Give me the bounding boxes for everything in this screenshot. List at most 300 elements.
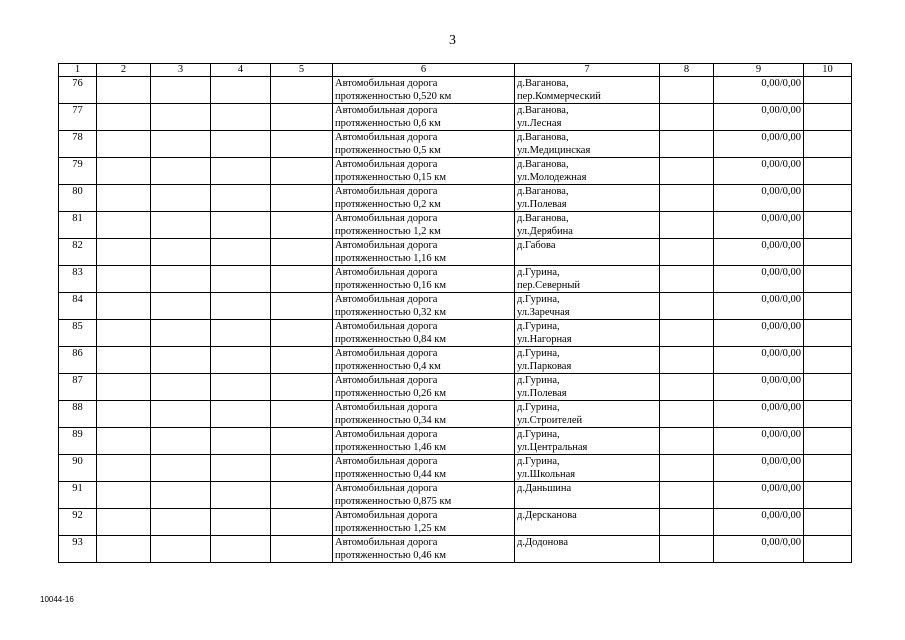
empty-cell [211, 104, 271, 131]
empty-cell [660, 293, 714, 320]
description-text: протяженностью 0,875 км [335, 496, 452, 507]
description-cell [333, 482, 515, 509]
description-text: протяженностью 0,34 км [335, 415, 447, 426]
row-number-text: 80 [72, 186, 83, 197]
empty-cell [271, 266, 333, 293]
description-text: протяженностью 0,84 км [335, 334, 447, 345]
value-text: 0,00/0,00 [761, 267, 801, 278]
empty-cell [97, 401, 151, 428]
value-cell [714, 158, 804, 185]
location-cell [515, 455, 660, 482]
empty-cell [97, 104, 151, 131]
row-number-text: 86 [72, 348, 83, 359]
empty-cell [804, 266, 852, 293]
location-cell [515, 536, 660, 563]
description-text: протяженностью 0,46 км [335, 550, 447, 561]
location-cell [515, 77, 660, 104]
value-text: 0,00/0,00 [761, 510, 801, 521]
row-number-cell [59, 536, 97, 563]
value-cell [714, 320, 804, 347]
row-number-text: 82 [72, 240, 83, 251]
description-text: Автомобильная дорога [335, 294, 438, 305]
empty-cell [151, 347, 211, 374]
description-text: Автомобильная дорога [335, 159, 438, 170]
row-number-cell [59, 131, 97, 158]
table-row [59, 104, 852, 131]
empty-cell [211, 374, 271, 401]
empty-cell [211, 320, 271, 347]
empty-cell [660, 185, 714, 212]
location-cell [515, 374, 660, 401]
value-text: 0,00/0,00 [761, 402, 801, 413]
value-text: 0,00/0,00 [761, 78, 801, 89]
value-text: 0,00/0,00 [761, 186, 801, 197]
empty-cell [97, 374, 151, 401]
row-number-cell [59, 455, 97, 482]
table-row [59, 77, 852, 104]
empty-cell [660, 158, 714, 185]
empty-cell [804, 509, 852, 536]
empty-cell [211, 455, 271, 482]
empty-cell [151, 374, 211, 401]
empty-cell [804, 536, 852, 563]
location-text: д.Гурина, [517, 375, 560, 386]
empty-cell [211, 77, 271, 104]
document-code: 10044-16 [40, 595, 74, 604]
table-row [59, 212, 852, 239]
location-text: д.Ваганова, [517, 105, 569, 116]
empty-cell [271, 347, 333, 374]
column-header: 9 [714, 64, 804, 77]
column-header: 4 [211, 64, 271, 77]
location-text: ул.Нагорная [517, 334, 572, 345]
column-header: 1 [59, 64, 97, 77]
value-text: 0,00/0,00 [761, 348, 801, 359]
location-text: д.Гурина, [517, 321, 560, 332]
empty-cell [151, 185, 211, 212]
location-text: д.Гурина, [517, 456, 560, 467]
empty-cell [97, 320, 151, 347]
table-row [59, 482, 852, 509]
value-text: 0,00/0,00 [761, 132, 801, 143]
location-cell [515, 239, 660, 266]
description-text: Автомобильная дорога [335, 375, 438, 386]
value-cell [714, 104, 804, 131]
empty-cell [97, 293, 151, 320]
location-text: д.Гурина, [517, 294, 560, 305]
value-text: 0,00/0,00 [761, 294, 801, 305]
description-text: протяженностью 1,25 км [335, 523, 447, 534]
value-cell [714, 131, 804, 158]
description-text: протяженностью 0,6 км [335, 118, 441, 129]
location-text: д.Гурина, [517, 402, 560, 413]
column-header: 5 [271, 64, 333, 77]
row-number-text: 90 [72, 456, 83, 467]
row-number-text: 78 [72, 132, 83, 143]
row-number-cell [59, 158, 97, 185]
location-cell [515, 320, 660, 347]
empty-cell [660, 509, 714, 536]
location-text: д.Ваганова, [517, 132, 569, 143]
description-text: протяженностью 0,44 км [335, 469, 447, 480]
row-number-text: 93 [72, 537, 83, 548]
empty-cell [97, 536, 151, 563]
description-text: Автомобильная дорога [335, 132, 438, 143]
table-row [59, 428, 852, 455]
description-cell [333, 401, 515, 428]
row-number-cell [59, 320, 97, 347]
description-text: Автомобильная дорога [335, 537, 438, 548]
empty-cell [804, 212, 852, 239]
empty-cell [271, 455, 333, 482]
empty-cell [151, 239, 211, 266]
empty-cell [211, 239, 271, 266]
description-text: протяженностью 0,2 км [335, 199, 441, 210]
empty-cell [151, 158, 211, 185]
row-number-cell [59, 482, 97, 509]
empty-cell [97, 482, 151, 509]
row-number-text: 83 [72, 267, 83, 278]
location-cell [515, 428, 660, 455]
description-text: Автомобильная дорога [335, 402, 438, 413]
empty-cell [271, 428, 333, 455]
table-row [59, 185, 852, 212]
description-text: протяженностью 0,26 км [335, 388, 447, 399]
value-cell [714, 293, 804, 320]
row-number-cell [59, 212, 97, 239]
description-text: Автомобильная дорога [335, 240, 438, 251]
row-number-text: 92 [72, 510, 83, 521]
description-text: Автомобильная дорога [335, 78, 438, 89]
description-cell [333, 428, 515, 455]
value-cell [714, 482, 804, 509]
empty-cell [804, 239, 852, 266]
empty-cell [804, 185, 852, 212]
row-number-cell [59, 374, 97, 401]
empty-cell [271, 320, 333, 347]
description-cell [333, 131, 515, 158]
description-text: Автомобильная дорога [335, 186, 438, 197]
location-cell [515, 509, 660, 536]
description-cell [333, 266, 515, 293]
empty-cell [151, 266, 211, 293]
table-row [59, 320, 852, 347]
empty-cell [660, 320, 714, 347]
empty-cell [271, 536, 333, 563]
location-text: д.Додонова [517, 537, 569, 548]
row-number-cell [59, 104, 97, 131]
row-number-text: 76 [72, 78, 83, 89]
empty-cell [151, 455, 211, 482]
empty-cell [151, 293, 211, 320]
empty-cell [211, 158, 271, 185]
description-cell [333, 77, 515, 104]
row-number-cell [59, 77, 97, 104]
empty-cell [804, 347, 852, 374]
value-cell [714, 455, 804, 482]
description-text: Автомобильная дорога [335, 456, 438, 467]
description-text: протяженностью 0,16 км [335, 280, 447, 291]
empty-cell [211, 482, 271, 509]
description-text: протяженностью 0,32 км [335, 307, 447, 318]
row-number-text: 88 [72, 402, 83, 413]
location-text: ул.Молодежная [517, 172, 587, 183]
description-text: Автомобильная дорога [335, 483, 438, 494]
empty-cell [151, 428, 211, 455]
description-cell [333, 293, 515, 320]
empty-cell [151, 536, 211, 563]
value-cell [714, 509, 804, 536]
location-text: ул.Парковая [517, 361, 572, 372]
empty-cell [804, 104, 852, 131]
description-text: Автомобильная дорога [335, 429, 438, 440]
row-number-text: 79 [72, 159, 83, 170]
table-row [59, 347, 852, 374]
empty-cell [660, 455, 714, 482]
empty-cell [151, 104, 211, 131]
location-text: ул.Полевая [517, 388, 567, 399]
empty-cell [211, 212, 271, 239]
column-header: 7 [515, 64, 660, 77]
value-cell [714, 266, 804, 293]
location-cell [515, 158, 660, 185]
location-text: ул.Полевая [517, 199, 567, 210]
empty-cell [804, 320, 852, 347]
table-row [59, 266, 852, 293]
location-cell [515, 293, 660, 320]
empty-cell [271, 374, 333, 401]
location-cell [515, 131, 660, 158]
empty-cell [211, 185, 271, 212]
location-text: ул.Лесная [517, 118, 562, 129]
description-text: протяженностью 1,16 км [335, 253, 447, 264]
location-cell [515, 104, 660, 131]
value-cell [714, 374, 804, 401]
empty-cell [151, 320, 211, 347]
location-text: д.Дерсканова [517, 510, 577, 521]
location-text: д.Ваганова, [517, 78, 569, 89]
description-cell [333, 185, 515, 212]
description-text: протяженностью 0,4 км [335, 361, 441, 372]
empty-cell [271, 131, 333, 158]
description-cell [333, 509, 515, 536]
empty-cell [271, 239, 333, 266]
value-text: 0,00/0,00 [761, 213, 801, 224]
row-number-cell [59, 347, 97, 374]
value-text: 0,00/0,00 [761, 429, 801, 440]
empty-cell [97, 509, 151, 536]
location-text: пер.Северный [517, 280, 581, 291]
empty-cell [660, 401, 714, 428]
empty-cell [211, 347, 271, 374]
description-cell [333, 320, 515, 347]
empty-cell [804, 77, 852, 104]
empty-cell [211, 428, 271, 455]
description-text: Автомобильная дорога [335, 348, 438, 359]
empty-cell [660, 104, 714, 131]
empty-cell [804, 482, 852, 509]
empty-cell [660, 131, 714, 158]
description-cell [333, 104, 515, 131]
row-number-cell [59, 293, 97, 320]
value-cell [714, 239, 804, 266]
row-number-text: 77 [72, 105, 83, 116]
row-number-cell [59, 266, 97, 293]
location-text: д.Ваганова, [517, 213, 569, 224]
column-header: 6 [333, 64, 515, 77]
value-cell [714, 536, 804, 563]
location-text: д.Гурина, [517, 429, 560, 440]
table-row [59, 455, 852, 482]
empty-cell [271, 158, 333, 185]
empty-cell [271, 104, 333, 131]
empty-cell [804, 455, 852, 482]
empty-cell [97, 239, 151, 266]
description-text: протяженностью 1,2 км [335, 226, 441, 237]
description-text: протяженностью 0,5 км [335, 145, 441, 156]
description-text: Автомобильная дорога [335, 267, 438, 278]
value-text: 0,00/0,00 [761, 105, 801, 116]
empty-cell [660, 482, 714, 509]
table-row [59, 131, 852, 158]
table-row [59, 536, 852, 563]
empty-cell [660, 266, 714, 293]
location-text: ул.Заречная [517, 307, 570, 318]
row-number-cell [59, 509, 97, 536]
table-row [59, 158, 852, 185]
empty-cell [660, 212, 714, 239]
location-text: д.Ваганова, [517, 186, 569, 197]
value-cell [714, 347, 804, 374]
location-text: ул.Дерябина [517, 226, 573, 237]
empty-cell [97, 455, 151, 482]
empty-cell [271, 185, 333, 212]
location-text: д.Даньшина [517, 483, 572, 494]
value-cell [714, 401, 804, 428]
empty-cell [271, 509, 333, 536]
empty-cell [211, 536, 271, 563]
value-text: 0,00/0,00 [761, 321, 801, 332]
empty-cell [804, 401, 852, 428]
table-row [59, 401, 852, 428]
description-cell [333, 536, 515, 563]
description-cell [333, 455, 515, 482]
column-header: 10 [804, 64, 852, 77]
description-text: протяженностью 1,46 км [335, 442, 447, 453]
column-header: 3 [151, 64, 211, 77]
empty-cell [211, 293, 271, 320]
location-text: д.Ваганова, [517, 159, 569, 170]
value-cell [714, 185, 804, 212]
column-header: 2 [97, 64, 151, 77]
empty-cell [97, 347, 151, 374]
row-number-text: 84 [72, 294, 83, 305]
location-cell [515, 401, 660, 428]
row-number-cell [59, 401, 97, 428]
description-text: Автомобильная дорога [335, 510, 438, 521]
empty-cell [151, 401, 211, 428]
location-cell [515, 347, 660, 374]
description-text: протяженностью 0,520 км [335, 91, 452, 102]
value-text: 0,00/0,00 [761, 375, 801, 386]
empty-cell [804, 374, 852, 401]
location-cell [515, 212, 660, 239]
empty-cell [151, 77, 211, 104]
description-text: Автомобильная дорога [335, 321, 438, 332]
empty-cell [271, 293, 333, 320]
row-number-text: 85 [72, 321, 83, 332]
row-number-text: 87 [72, 375, 83, 386]
value-text: 0,00/0,00 [761, 456, 801, 467]
table-row [59, 239, 852, 266]
table-row [59, 374, 852, 401]
description-text: Автомобильная дорога [335, 105, 438, 116]
description-cell [333, 158, 515, 185]
row-number-text: 91 [72, 483, 83, 494]
empty-cell [211, 131, 271, 158]
empty-cell [660, 77, 714, 104]
location-cell [515, 185, 660, 212]
empty-cell [660, 428, 714, 455]
description-cell [333, 239, 515, 266]
empty-cell [211, 266, 271, 293]
table-header-row [59, 64, 852, 77]
location-cell [515, 266, 660, 293]
empty-cell [271, 212, 333, 239]
empty-cell [271, 401, 333, 428]
empty-cell [97, 77, 151, 104]
empty-cell [151, 509, 211, 536]
location-text: ул.Медицинская [517, 145, 591, 156]
description-cell [333, 347, 515, 374]
empty-cell [271, 77, 333, 104]
empty-cell [804, 293, 852, 320]
empty-cell [97, 131, 151, 158]
empty-cell [804, 428, 852, 455]
location-cell [515, 482, 660, 509]
empty-cell [97, 185, 151, 212]
row-number-text: 89 [72, 429, 83, 440]
empty-cell [97, 212, 151, 239]
value-text: 0,00/0,00 [761, 483, 801, 494]
empty-cell [804, 131, 852, 158]
row-number-text: 81 [72, 213, 83, 224]
value-cell [714, 428, 804, 455]
table-body [59, 64, 852, 563]
page-number: 3 [449, 33, 456, 48]
table-row [59, 509, 852, 536]
empty-cell [151, 131, 211, 158]
empty-cell [151, 482, 211, 509]
description-text: Автомобильная дорога [335, 213, 438, 224]
empty-cell [97, 266, 151, 293]
empty-cell [97, 158, 151, 185]
description-cell [333, 374, 515, 401]
location-text: д.Гурина, [517, 267, 560, 278]
location-text: ул.Строителей [517, 415, 583, 426]
location-text: д.Гурина, [517, 348, 560, 359]
column-header: 8 [660, 64, 714, 77]
value-cell [714, 77, 804, 104]
empty-cell [151, 212, 211, 239]
value-text: 0,00/0,00 [761, 537, 801, 548]
empty-cell [804, 158, 852, 185]
empty-cell [660, 536, 714, 563]
empty-cell [211, 509, 271, 536]
empty-cell [211, 401, 271, 428]
row-number-cell [59, 428, 97, 455]
empty-cell [97, 428, 151, 455]
